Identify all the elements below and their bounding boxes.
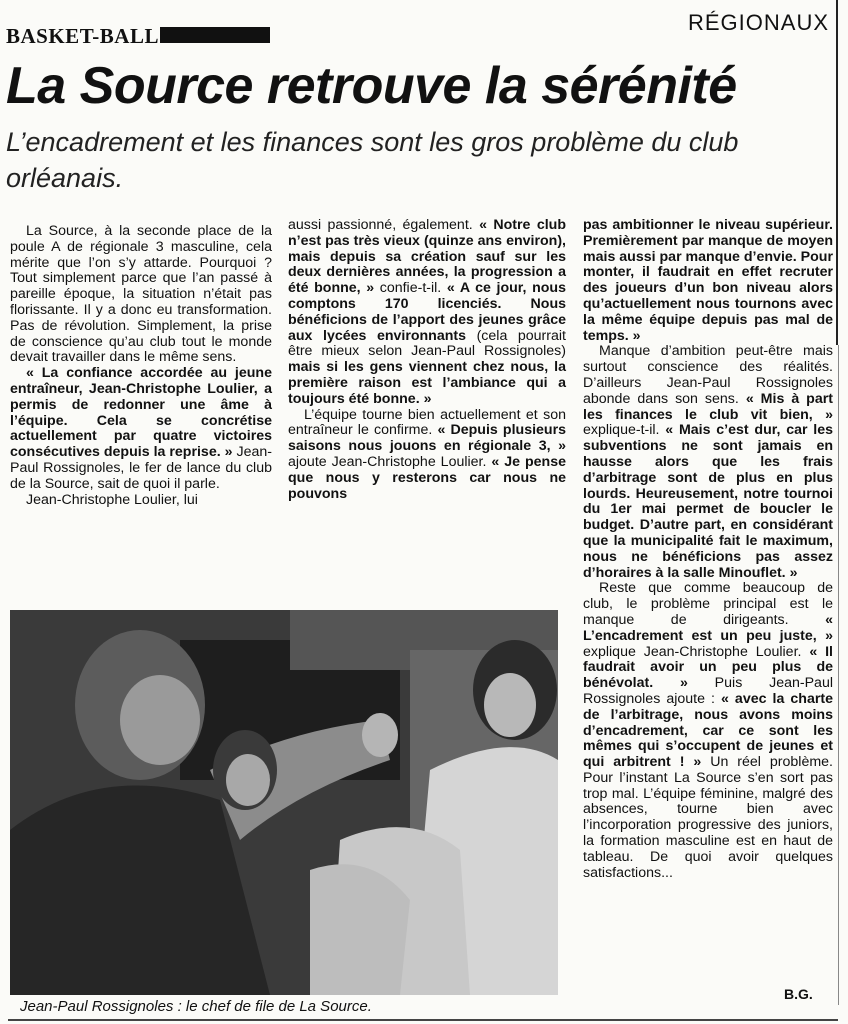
paragraph: L’équipe tourne bien actuellement et son entraîneur le confirme. « Depuis plusieurs saisons nous jouons en régionale 3, » ajoute Jean-Christophe Loulier. « Je pense que nous y resterons car nous ne pouvons [288, 406, 566, 502]
kicker-bar [160, 27, 270, 43]
article-column-2 [288, 218, 566, 502]
quote: « A ce jour, nous comptons 170 licenciés. Nous bénéficions de l’apport des jeunes grâce aux lycées environnants [288, 280, 566, 344]
quote: mais si les gens viennent chez nous, la première raison est l’ambiance qui a toujours été bonne. » [288, 359, 566, 407]
article-column-3 [583, 218, 833, 881]
section-kicker: BASKET-BALL [6, 24, 159, 48]
paragraph: Manque d’ambition peut-être mais surtout conscience des réalités. D’ailleurs Jean-Paul Rossignoles abonde dans son sens. « Mis à part les finances le club vit bien, » explique-t-il. « Mais c’est dur, car les subventions ne sont jamais en hausse alors que les frais d’arbitrage sont de plus en plus lourds. Heureusement, notre tournoi du 1er mai permet de boucler le budget. D’autre part, en considérant que la municipalité fait le maximum, nous ne bénéficions pas assez d’horaires à la salle Minouflet. » [583, 343, 834, 581]
quote: « Mais c’est dur, car les subventions ne sont jamais en hausse alors que les frais d’arbitrage sont de plus en plus lourds. Heureusement, notre tournoi du 1er mai permet de boucler le budget. D’autre part, en considérant que la municipalité fait le maximum, nous ne bénéficions pas assez d’horaires à la salle Minouflet. » [583, 422, 834, 581]
deck: L’encadrement et les finances sont les gros problème du club orléanais. [6, 127, 739, 193]
quote: « La confiance accordée au jeune entraîneur, Jean-Christophe Loulier, a permis de redonner une âme à l’équipe. Cela se concrétise actuellement par quatre victoires consécutives depuis la reprise. » [10, 365, 272, 461]
paragraph: Jean-Christophe Loulier, lui [26, 491, 198, 508]
quote: « avec la charte de l’arbitrage, nous avons moins d’encadrement, car ce sont les mêmes qui s’occupent de jeunes et qui arbitrent ! » [583, 690, 833, 771]
quote: pas ambitionner le niveau supérieur. Premièrement par manque de moyen mais aussi par manque d’envie. Pour monter, il faudrait en effet recruter des joueurs d’un bon niveau alors qu’actuellement nous tournons avec la même équipe depuis pas mal de temps. » [583, 217, 833, 344]
column-rule [836, 0, 838, 345]
column-rule-lower [838, 345, 839, 1005]
paragraph: « La confiance accordée au jeune entraîneur, Jean-Christophe Loulier, a permis de redonner une âme à l’équipe. Cela se concrétise actuellement par quatre victoires consécutives depuis la reprise. » Jean-Paul Rossignoles, le fer de lance du club de la Source, sait de quoi il parle. [10, 365, 273, 492]
paragraph: Reste que comme beaucoup de club, le problème principal est le manque de dirigeants. « L’encadrement est un peu juste, » explique Jean-Christophe Loulier. « Il faudrait avoir un peu plus de bénévolat. » Puis Jean-Paul Rossignoles ajoute : « avec la charte de l’arbitrage, nous avons moins d’encadrement, car ce sont les mêmes qui s’occupent de jeunes et qui arbitrent ! » Un réel problème. Pour l’instant La Source s’en sort pas trop mal. L’équipe féminine, malgré des absences, tourne bien avec l’incorporation progressive des juniors, la formation masculine est en haut de tableau. De quoi avoir quelques satisfactions... [583, 580, 833, 881]
paragraph: aussi passionné, également. « Notre club n’est pas très vieux (quinze ans environ), mais depuis sa création sauf sur les deux dernières années, la progression a été bonne, » confie-t-il. « A ce jour, nous comptons 170 licenciés. Nous bénéficions de l’apport des jeunes grâce aux lycées environnants (cela pourrait être mieux selon Jean-Paul Rossignoles) mais si les gens viennent chez nous, la première raison est l’ambiance qui a toujours été bonne. » [288, 217, 566, 407]
bottom-rule [8, 1019, 838, 1021]
article-photo [10, 610, 558, 995]
quote: « Je pense que nous y resterons car nous ne pouvons [288, 453, 566, 502]
paragraph: La Source, à la seconde place de la poule A de régionale 3 masculine, cela mérite que l’on s’y attarde. Pourquoi ? Tout simplement parce que l’an passé à pareille époque, la situation n’était pas florissante. Il y a donc eu transformation. Pas de révolution. Simplement, la prise de conscience qu’au club tout le monde devait travailler dans le même sens. [10, 223, 272, 366]
photo-caption: Jean-Paul Rossignoles : le chef de file de La Source. [20, 998, 372, 1015]
author-signature: B.G. [784, 986, 813, 1002]
quote: « L’encadrement est un peu juste, » [583, 611, 833, 644]
quote: « Il faudrait avoir un peu plus de bénévolat. » [583, 643, 833, 692]
quote: « Notre club n’est pas très vieux (quinze ans environ), mais depuis sa création sauf sur les deux dernières années, la progression a été bonne, » [288, 217, 566, 297]
quote: « Mis à part les finances le club vit bien, » [583, 390, 833, 423]
headline: La Source retrouve la sérénité [6, 57, 737, 115]
article-column-1 [10, 224, 272, 508]
paragraph [583, 218, 833, 344]
quote: « Depuis plusieurs saisons nous jouons en régionale 3, » [288, 422, 566, 455]
section-label: RÉGIONAUX [688, 10, 830, 35]
photo-image [10, 610, 558, 995]
